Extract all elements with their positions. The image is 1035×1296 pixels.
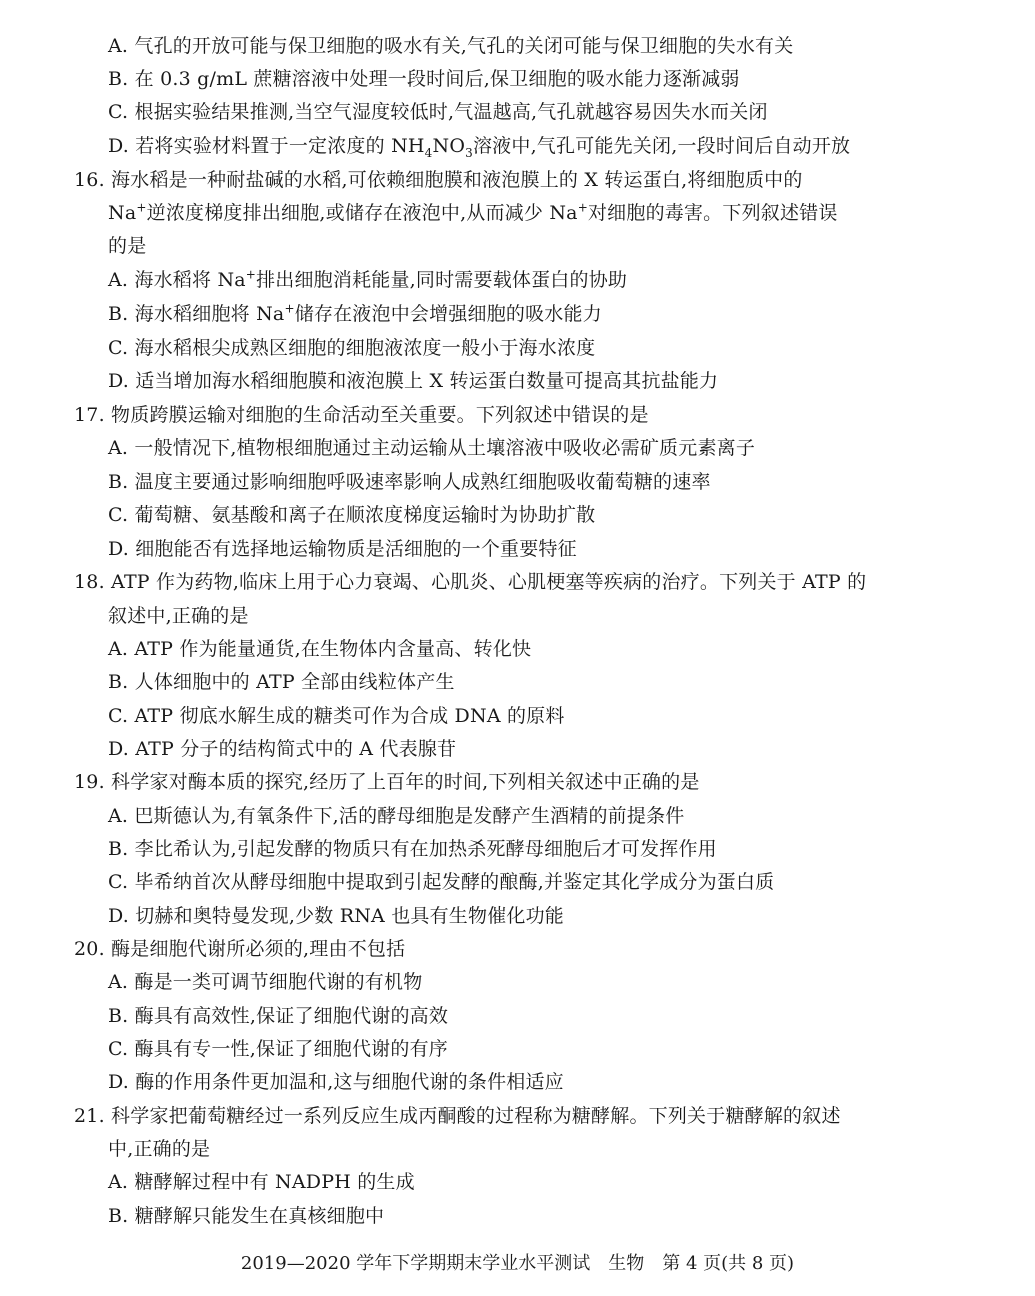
q21-option-a: A. 糖酵解过程中有 NADPH 的生成 — [108, 1171, 415, 1193]
q15-option-a: A. 气孔的开放可能与保卫细胞的吸水有关,气孔的关闭可能与保卫细胞的失水有关 — [108, 35, 794, 57]
q17-stem: 17. 物质跨膜运输对细胞的生命活动至关重要。下列叙述中错误的是 — [74, 404, 649, 426]
q16-option-a-sup: + — [245, 267, 257, 282]
q15-option-d-sub-1: 4 — [424, 145, 433, 160]
q20-option-c: C. 酶具有专一性,保证了细胞代谢的有序 — [108, 1038, 448, 1060]
q18-stem-line-2: 叙述中,正确的是 — [108, 605, 249, 627]
q16-option-b-sup: + — [284, 301, 295, 316]
q19-option-d: D. 切赫和奥特曼发现,少数 RNA 也具有生物催化功能 — [108, 905, 565, 927]
q15-option-c: C. 根据实验结果推测,当空气湿度较低时,气温越高,气孔就越容易因失水而关闭 — [108, 101, 768, 123]
q21-option-b: B. 糖酵解只能发生在真核细胞中 — [108, 1205, 385, 1227]
q18-stem-line-1: 18. ATP 作为药物,临床上用于心力衰竭、心肌炎、心肌梗塞等疾病的治疗。下列关于 ATP 的 — [74, 571, 867, 593]
q18-option-d: D. ATP 分子的结构简式中的 A 代表腺苷 — [108, 738, 457, 760]
q19-option-c: C. 毕希纳首次从酵母细胞中提取到引起发酵的酿酶,并鉴定其化学成分为蛋白质 — [108, 871, 775, 893]
q17-option-d: D. 细胞能否有选择地运输物质是活细胞的一个重要特征 — [108, 538, 577, 560]
q16-stem-text-1: Na — [108, 202, 137, 224]
q16-stem-line-3: 的是 — [108, 235, 147, 257]
q18-option-a: A. ATP 作为能量通货,在生物体内含量高、转化快 — [108, 638, 532, 660]
q15-option-b: B. 在 0.3 g/mL 蔗糖溶液中处理一段时间后,保卫细胞的吸水能力逐渐减弱 — [108, 68, 740, 90]
q16-stem-line-2 — [108, 201, 838, 225]
q20-option-d: D. 酶的作用条件更加温和,这与细胞代谢的条件相适应 — [108, 1071, 564, 1093]
q20-stem: 20. 酶是细胞代谢所必须的,理由不包括 — [74, 938, 406, 960]
page-footer: 2019—2020 学年下学期期末学业水平测试 生物 第 4 页(共 8 页) — [240, 1253, 795, 1274]
q16-option-d: D. 适当增加海水稻细胞膜和液泡膜上 X 转运蛋白数量可提高其抗盐能力 — [108, 370, 719, 392]
q15-option-d-sub-2: 3 — [465, 145, 473, 160]
q20-option-a: A. 酶是一类可调节细胞代谢的有机物 — [108, 971, 423, 993]
q19-option-b: B. 李比希认为,引起发酵的物质只有在加热杀死酵母细胞后才可发挥作用 — [108, 838, 717, 860]
q16-option-a-text-1: A. 海水稻将 Na — [108, 269, 246, 291]
q15-option-d — [108, 134, 850, 158]
q16-stem-line-1: 16. 海水稻是一种耐盐碱的水稻,可依赖细胞膜和液泡膜上的 X 转运蛋白,将细胞质中的 — [74, 169, 803, 191]
q16-option-b-text-2: 储存在液泡中会增强细胞的吸水能力 — [294, 303, 602, 325]
q20-option-b: B. 酶具有高效性,保证了细胞代谢的高效 — [108, 1005, 449, 1027]
q16-stem-text-2: 逆浓度梯度排出细胞,或储存在液泡中,从而减少 Na — [146, 202, 578, 224]
q16-option-c: C. 海水稻根尖成熟区细胞的细胞液浓度一般小于海水浓度 — [108, 337, 596, 359]
q18-option-b: B. 人体细胞中的 ATP 全部由线粒体产生 — [108, 671, 455, 693]
q15-option-d-text-1: D. 若将实验材料置于一定浓度的 NH — [108, 135, 425, 157]
q16-stem-text-3: 对细胞的毒害。下列叙述错误 — [587, 202, 838, 224]
q16-option-a — [108, 268, 627, 292]
q17-option-a: A. 一般情况下,植物根细胞通过主动运输从土壤溶液中吸收必需矿质元素离子 — [108, 437, 756, 459]
q21-stem-line-2: 中,正确的是 — [108, 1138, 211, 1160]
q17-option-c: C. 葡萄糖、氨基酸和离子在顺浓度梯度运输时为协助扩散 — [108, 504, 596, 526]
q21-stem-line-1: 21. 科学家把葡萄糖经过一系列反应生成丙酮酸的过程称为糖酵解。下列关于糖酵解的叙述 — [74, 1105, 841, 1127]
q16-option-b-text-1: B. 海水稻细胞将 Na — [108, 303, 285, 325]
q15-option-d-text-3: 溶液中,气孔可能先关闭,一段时间后自动开放 — [472, 135, 851, 157]
q19-stem: 19. 科学家对酶本质的探究,经历了上百年的时间,下列相关叙述中正确的是 — [74, 771, 700, 793]
q17-option-b: B. 温度主要通过影响细胞呼吸速率影响人成熟红细胞吸收葡萄糖的速率 — [108, 471, 711, 493]
q18-option-c: C. ATP 彻底水解生成的糖类可作为合成 DNA 的原料 — [108, 705, 565, 727]
q16-stem-sup-1: + — [136, 200, 147, 215]
q16-option-b — [108, 302, 602, 326]
q16-option-a-text-2: 排出细胞消耗能量,同时需要载体蛋白的协助 — [256, 269, 628, 291]
q19-option-a: A. 巴斯德认为,有氧条件下,活的酵母细胞是发酵产生酒精的前提条件 — [108, 805, 685, 827]
q15-option-d-text-2: NO — [432, 135, 466, 157]
q16-stem-sup-2: + — [577, 200, 588, 215]
